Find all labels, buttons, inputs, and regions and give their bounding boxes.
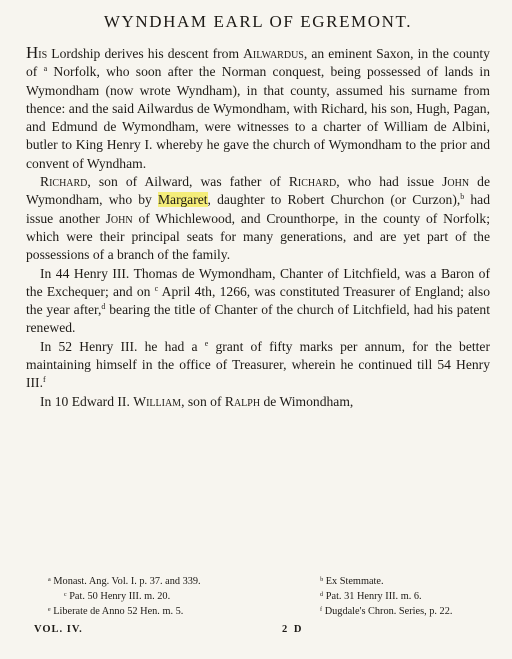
- paragraph-2: [26, 173, 490, 264]
- text-span: de Wimondham,: [260, 393, 354, 409]
- footnote-row: [34, 589, 486, 604]
- footnotes: [34, 574, 486, 637]
- footnote-mark-e[interactable]: e: [204, 338, 209, 348]
- text-span: , son of: [181, 393, 225, 409]
- footnote-c: ᶜ Pat. 50 Henry III. m. 20.: [64, 591, 171, 602]
- page-footer: [34, 622, 486, 637]
- paragraph-4: [26, 338, 490, 393]
- text-span: In 52 Henry III. he had a: [40, 338, 205, 354]
- page-title: WYNDHAM EARL OF EGREMONT.: [103, 12, 413, 31]
- footnote-mark-f[interactable]: f: [42, 375, 46, 385]
- text-span: April 4th, 1266, was constituted Treasurer of England; also the year after,: [26, 283, 490, 318]
- footnote-row: [34, 604, 486, 619]
- text-span: In 10 Edward II.: [40, 393, 134, 409]
- footnote-e: ᵉ Liberate de Anno 52 Hen. m. 5.: [48, 606, 184, 617]
- body-text: [26, 44, 490, 411]
- text-span: , an eminent Saxon, in the county of: [26, 46, 490, 80]
- volume-label: VOL. IV.: [34, 624, 83, 635]
- footnote-d: ᵈ Pat. 31 Henry III. m. 6.: [320, 591, 422, 602]
- footnote-b: ᵇ Ex Stemmate.: [320, 576, 384, 587]
- text-span: , who had issue: [336, 174, 443, 190]
- person-name: John: [442, 174, 470, 190]
- drop-capital: H: [26, 43, 39, 62]
- footnote-row: [34, 574, 486, 589]
- text-span: , daughter to Robert Churchon (or Curzon),: [207, 192, 461, 208]
- text-span: In 44 Henry III. Thomas de Wymondham, Chanter of Litchfield, was a Baron of the Exchequer; and on: [26, 265, 490, 299]
- footnote-mark-c[interactable]: c: [154, 283, 159, 293]
- text-span: de Wymondham, who by: [26, 174, 491, 208]
- paragraph-5: [26, 393, 490, 411]
- signature-mark: 2 D: [282, 624, 304, 635]
- text-span: , son of Ailward, was father of: [87, 174, 289, 190]
- footnote-mark-a[interactable]: a: [43, 64, 48, 74]
- highlighted-word[interactable]: Margaret: [157, 192, 208, 208]
- text-span: had issue another: [26, 192, 491, 226]
- text-span: is: [38, 46, 52, 61]
- footnote-f: ᶠ Dugdale's Chron. Series, p. 22.: [320, 606, 453, 617]
- text-span: bearing the title of Chanter of the church of Litchfield, had his patent renewed.: [26, 302, 491, 336]
- person-name: Richard: [288, 174, 337, 190]
- footnote-mark-b[interactable]: b: [460, 192, 465, 202]
- text-span: Norfolk, who soon after the Norman conquest, being possessed of lands in Wymondham (now wrote Wyndham), in that county, assumed his surname from thence: and the said Ailwardus de Wymondham, with Richard, his son, Hugh, Pagan, and Edmund de Wymondham, were witnesses to a charter of William de Albini, butler to King Henry I. whereby he gave the church of Wymondham to the prior and convent of Wyndham.: [26, 64, 490, 171]
- person-name: Ailwardus: [243, 46, 304, 61]
- text-span: of Whichlewood, and Crounthorpe, in the county of Norfolk; which were their principal seats for many generations, and are yet part of the possessions of a branch of the family.: [26, 210, 490, 263]
- person-name: Richard: [40, 174, 88, 190]
- footnote-mark-d[interactable]: d: [101, 302, 106, 312]
- person-name: Ralph: [224, 393, 261, 409]
- person-name: John: [105, 210, 133, 226]
- paragraph-1: [26, 44, 490, 173]
- text-span: grant of fifty marks per annum, for the better maintaining himself in the office of Treasurer, wherein he continued till 54 Henry III.: [26, 338, 490, 391]
- text-span: Lordship derives his descent from: [51, 46, 244, 61]
- person-name: William: [133, 393, 182, 409]
- paragraph-3: [26, 265, 490, 338]
- footnote-a: ᵃ Monast. Ang. Vol. I. p. 37. and 339.: [48, 576, 201, 587]
